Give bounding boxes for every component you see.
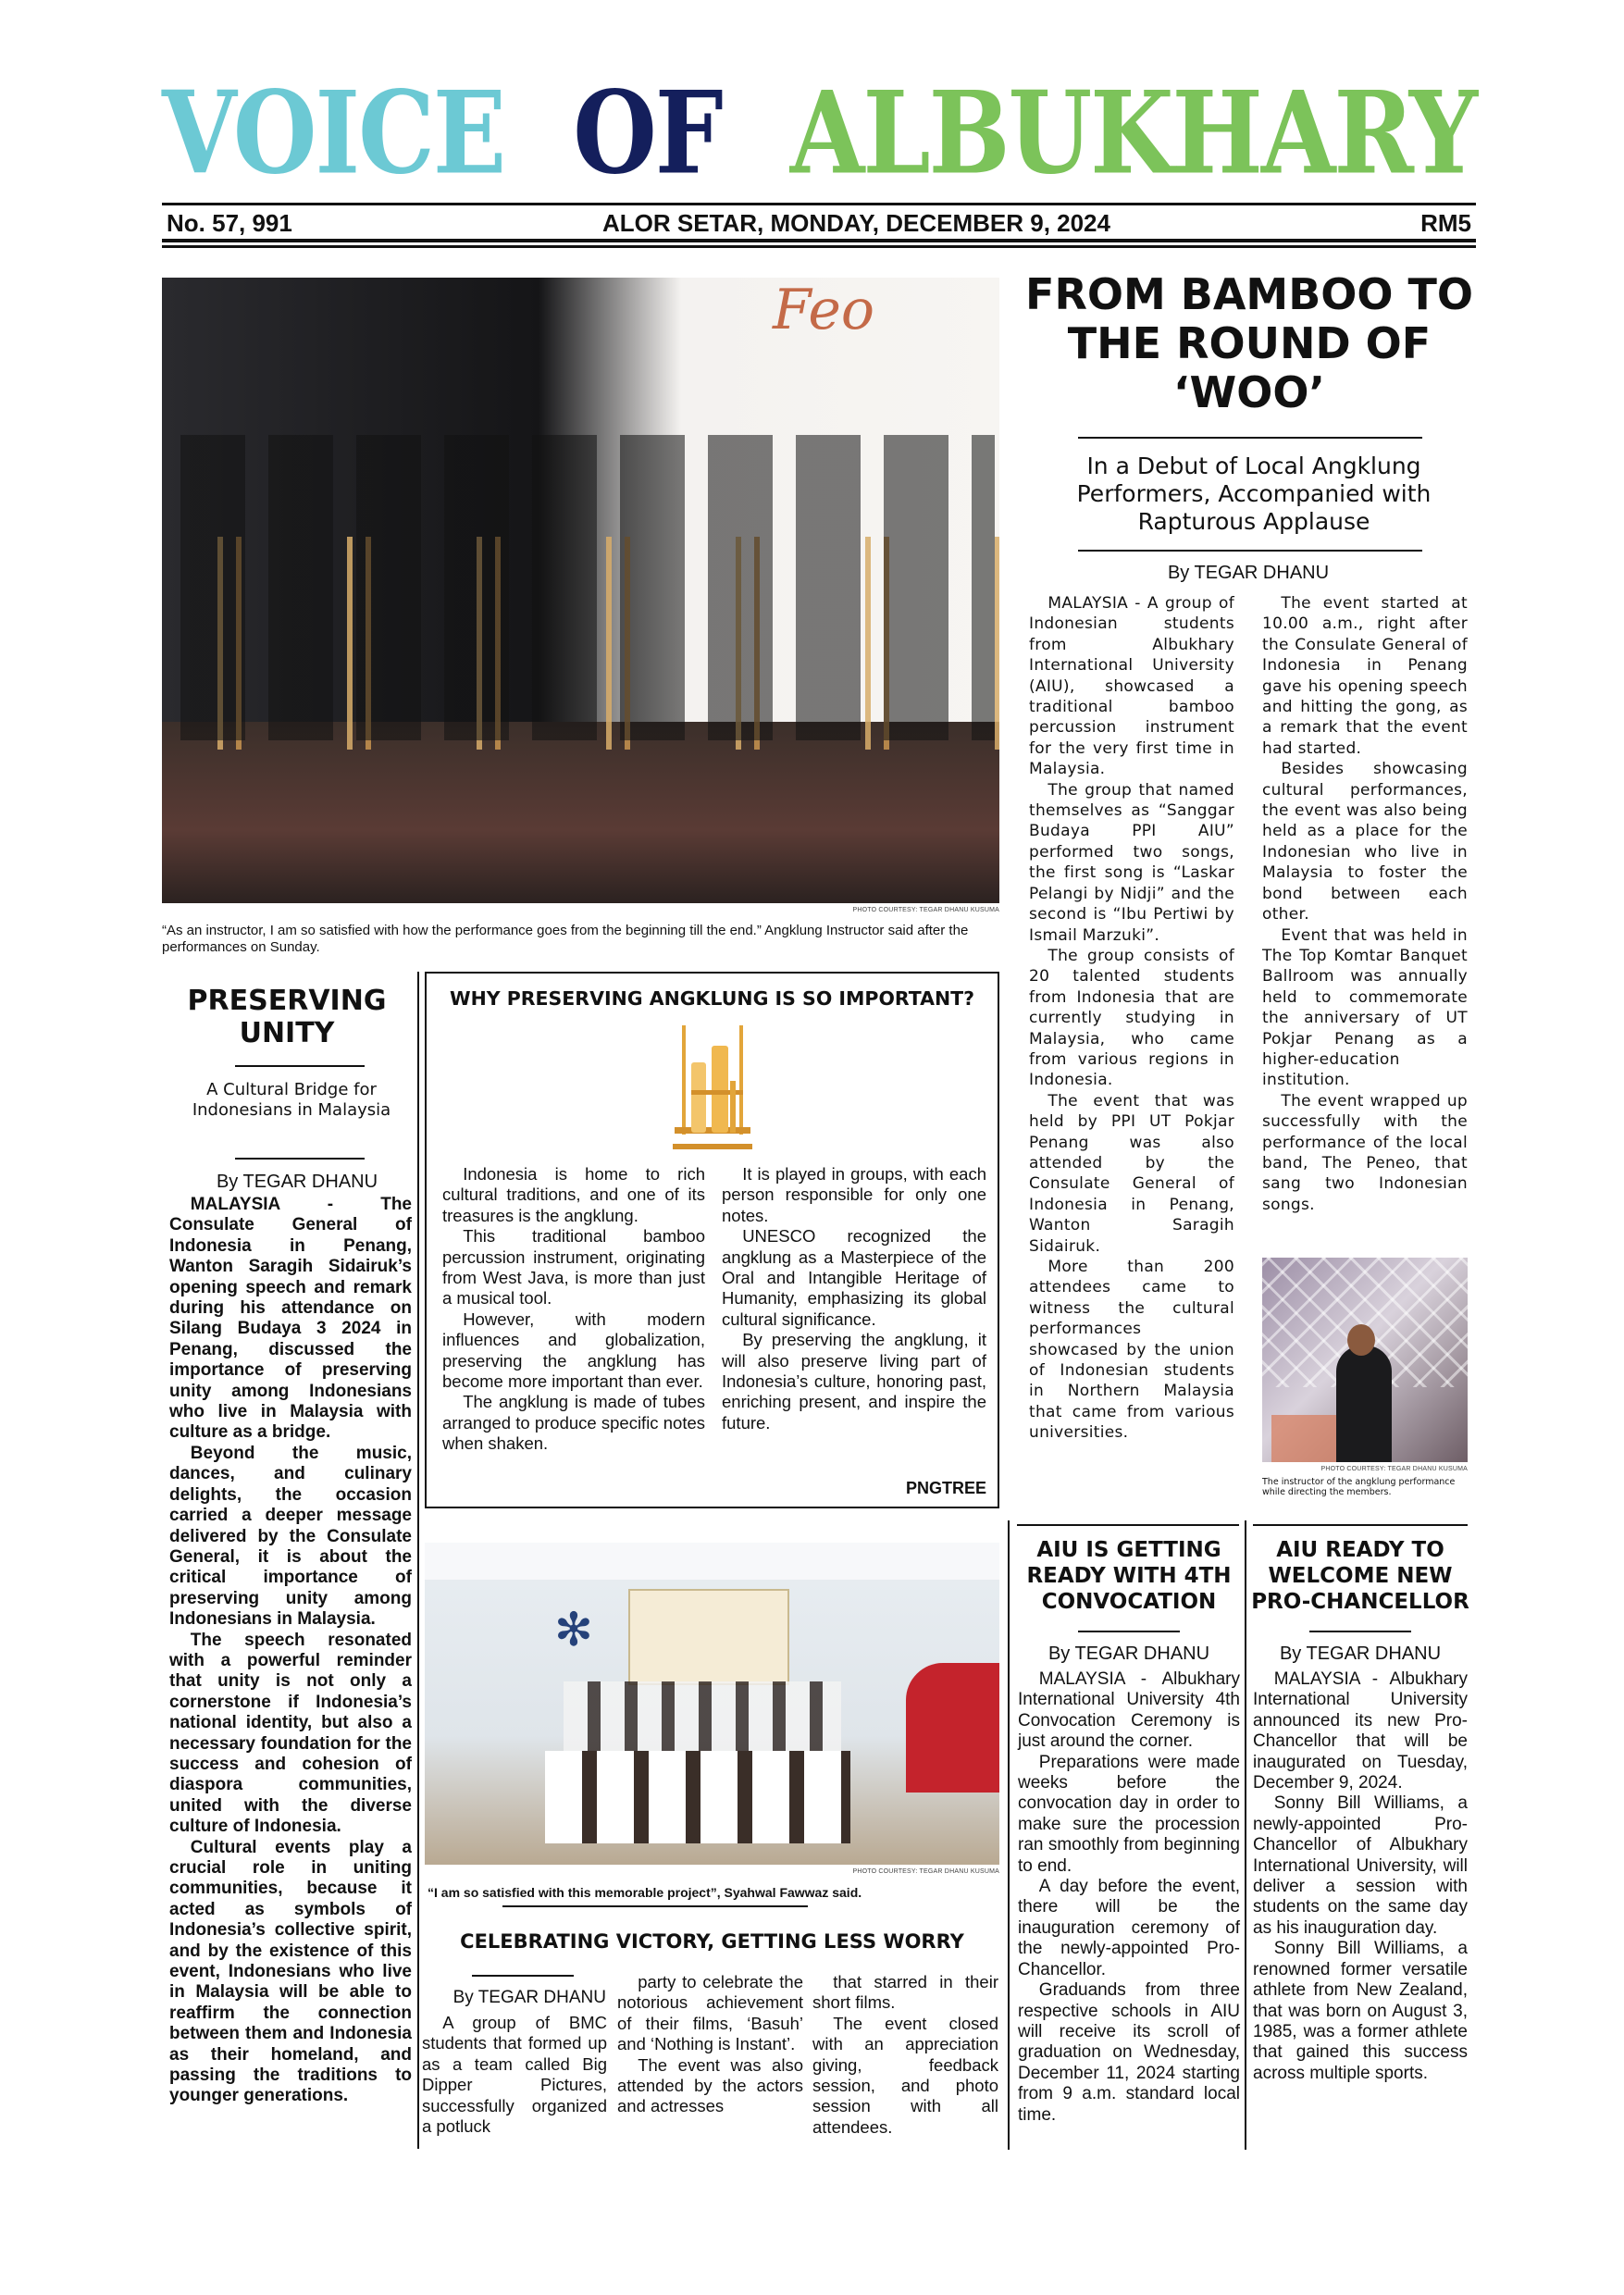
divider <box>1017 1524 1239 1526</box>
main-headline: FROM BAMBOO TO THE ROUND OF ‘WOO’ <box>1025 269 1473 417</box>
paragraph: The event started at 10.00 a.m., right after the Consulate General of Indonesia in Penang gave his opening speech and hitting the gong, as a remark that the event had started. <box>1262 594 1468 758</box>
victory-col3 <box>812 1972 998 2138</box>
paragraph: The event was also attended by the actors and actresses <box>617 2054 803 2116</box>
paragraph: Sonny Bill Williams, a newly-appointed Pro-Chancellor of Albukhary International University, will deliver a session with students on the same day as his inauguration day. <box>1253 1793 1468 1938</box>
paragraph: It is played in groups, with each person responsible for only one notes. <box>722 1164 986 1225</box>
paragraph: The event that was held by PPI UT Pokjar Penang was also attended by the Consulate General of Indonesia in Penang, Wanton Saragih Sidairuk. <box>1029 1091 1234 1256</box>
unity-subheadline: A Cultural Bridge for Indonesians in Malaysia <box>192 1080 391 1120</box>
victory-byline: By TEGAR DHANU <box>452 1988 606 2007</box>
photo-credit: PHOTO COURTESY: TEGAR DHANU KUSUMA <box>852 1868 999 1875</box>
paragraph: The event wrapped up successfully with the performance of the local band, The Peneo, that sang two Indonesian songs. <box>1262 1091 1468 1214</box>
paragraph: Besides showcasing cultural performances, the event was also being held as a place for the Indonesian who live in Malaysia to foster the bond between each other. <box>1262 760 1468 924</box>
paragraph: Cultural events play a crucial role in uniting communities, because it acted as symbols of Indonesia’s collective spirit, and by the existence of this event, Indonesians who live in Malaysia will be able to reaffirm the connection between them and Indonesia as their homeland, and passing the traditions to younger generations. <box>169 1837 412 2106</box>
photo-credit: PHOTO COURTESY: TEGAR DHANU KUSUMA <box>852 907 999 913</box>
divider <box>472 1975 574 1977</box>
column-divider <box>1245 1520 1246 2150</box>
paragraph: A day before the event, there will be the inauguration ceremony of the newly-appointed Pro-Chancellor. <box>1018 1877 1240 1979</box>
paragraph: Event that was held in The Top Komtar Banquet Ballroom was annually held to commemorate the anniversary of UT Pokjar Penang as a higher-education institution. <box>1262 925 1468 1090</box>
angklung-box-headline: WHY PRESERVING ANGKLUNG IS SO IMPORTANT? <box>449 987 975 1010</box>
paragraph: Preparations were made weeks before the convocation day in order to make sure the procession ran smoothly from beginning to end. <box>1018 1752 1240 1876</box>
issue-number: No. 57, 991 <box>167 209 292 237</box>
divider <box>162 203 1476 205</box>
chancellor-byline: By TEGAR DHANU <box>1279 1644 1442 1664</box>
paragraph: More than 200 attendees came to witness the cultural performances showcased by the union of Indonesian students in Northern Malaysia that came from various universities. <box>1029 1258 1234 1443</box>
angklung-box-col1 <box>442 1164 705 1455</box>
angklung-box-col2 <box>722 1164 986 1433</box>
paragraph: This traditional bamboo percussion instrument, originating from West Java, is more than just a musical tool. <box>442 1226 705 1309</box>
paragraph: The speech resonated with a powerful reminder that unity is not only a cornerstone if Indonesia’s national identity, but also a necessary foundation for the success and cohesion of diaspora communities, united with the diverse culture of Indonesia. <box>169 1630 412 1837</box>
divider <box>1078 550 1422 552</box>
paragraph: MALAYSIA - The Consulate General of Indonesia in Penang, Wanton Saragih Sidairuk’s opening speech and remark during his attendance on Silang Budaya 3 2024 in Penang, discussed the importance of preserving unity among Indonesians who live in Malaysia with culture as a bridge. <box>169 1195 412 1443</box>
unity-article-body <box>169 1195 412 2107</box>
place-date: ALOR SETAR, MONDAY, DECEMBER 9, 2024 <box>601 209 1110 237</box>
paragraph: MALAYSIA - Albukhary International University 4th Convocation Ceremony is just around the corner. <box>1018 1669 1240 1752</box>
divider <box>235 1065 365 1067</box>
column-divider <box>417 972 419 2149</box>
masthead-voice: VOICE <box>162 65 505 200</box>
paragraph: A group of BMC students that formed up as a team called Big Dipper Pictures, successfully organized a potluck <box>422 2013 607 2137</box>
group-photo: ✻ <box>425 1543 999 1865</box>
angklung-icon <box>671 1025 754 1151</box>
masthead <box>162 61 1476 203</box>
paragraph: The angklung is made of tubes arranged to produce specific notes when shaken. <box>442 1392 705 1454</box>
divider <box>502 1905 808 1907</box>
paragraph: By preserving the angklung, it will also preserve living part of Indonesia’s culture, honoring past, enriching present, and inspire the future. <box>722 1330 986 1433</box>
divider <box>1078 1631 1180 1632</box>
paragraph: The event closed with an appreciation giving, feedback session, and photo session with all attendees. <box>812 2013 998 2137</box>
column-divider <box>1008 1520 1010 2150</box>
masthead-albukhary: ALBUKHARY <box>789 65 1476 200</box>
divider <box>162 245 1476 248</box>
unity-headline: PRESERVING UNITY <box>187 985 387 1049</box>
photo-credit: PHOTO COURTESY: TEGAR DHANU KUSUMA <box>1320 1466 1468 1472</box>
convocation-headline: AIU IS GETTING READY WITH 4TH CONVOCATION <box>1026 1538 1232 1614</box>
instructor-photo <box>1262 1258 1468 1462</box>
chancellor-headline: AIU READY TO WELCOME NEW PRO-CHANCELLOR <box>1251 1538 1469 1614</box>
main-article-col1 <box>1029 593 1234 1444</box>
chancellor-body <box>1253 1669 1468 2084</box>
group-photo-caption: “I am so satisfied with this memorable project”, Syahwal Fawwaz said. <box>428 1885 862 1900</box>
convocation-byline: By TEGAR DHANU <box>1048 1644 1210 1664</box>
lead-photo-angklung-performance: Feo <box>162 278 999 903</box>
paragraph: However, with modern influences and globalization, preserving the angklung has become more important than ever. <box>442 1309 705 1392</box>
price: RM5 <box>1420 209 1471 237</box>
image-source: PNGTREE <box>905 1479 986 1497</box>
paragraph: MALAYSIA - Albukhary International University announced its new Pro-Chancellor that will be inaugurated on Tuesday, December 9, 2024. <box>1253 1669 1468 1793</box>
divider <box>1078 437 1422 439</box>
paragraph: Beyond the music, dances, and culinary delights, the occasion carried a deeper message delivered by the Consulate General, it is about the critical importance of preserving unity among Indonesians in Malaysia. <box>169 1443 412 1630</box>
masthead-of: OF <box>573 65 722 200</box>
main-article-col2 <box>1262 593 1468 1215</box>
paragraph: MALAYSIA - A group of Indonesian students from Albukhary International University (AIU), showcased a traditional bamboo percussion instrument for the very first time in Malaysia. <box>1029 594 1234 779</box>
paragraph: Indonesia is home to rich cultural traditions, and one of its treasures is the angklung. <box>442 1164 705 1225</box>
paragraph: party to celebrate the notorious achievement of their films, ‘Basuh’ and ‘Nothing is Instant’. <box>617 1972 803 2054</box>
victory-col1 <box>422 2013 607 2137</box>
paragraph: Sonny Bill Williams, a renowned former versatile athlete from New Zealand, that was born on August 3, 1985, was a former athlete that gained this success across multiple sports. <box>1253 1939 1468 2083</box>
divider <box>1253 1524 1468 1526</box>
unity-byline: By TEGAR DHANU <box>216 1172 378 1192</box>
paragraph: Graduands from three respective schools in AIU will receive its scroll of graduation on Wednesday, December 11, 2024 starting from 9 a.m. standard local time. <box>1018 1980 1240 2125</box>
divider <box>162 239 1476 242</box>
instructor-photo-caption: The instructor of the angklung performance while directing the members. <box>1262 1477 1456 1497</box>
paragraph: that starred in their short films. <box>812 1972 998 2013</box>
paragraph: The group that named themselves as “Sanggar Budaya PPI AIU” performed two songs, the first song is “Laskar Pelangi by Nidji” and the second is “Ibu Pertiwi by Ismail Marzuki”. <box>1029 780 1234 945</box>
lead-photo-caption: “As an instructor, I am so satisfied with how the performance goes from the beginning till the end.” Angklung Instructor said after the performances on Sunday. <box>162 923 969 955</box>
main-subheadline: In a Debut of Local Angklung Performers, Accompanied with Rapturous Applause <box>1076 453 1432 535</box>
paragraph: The group consists of 20 talented students from Indonesia that are currently studying in Malaysia, who came from various regions in Indonesia. <box>1029 946 1234 1090</box>
divider <box>235 1158 365 1160</box>
convocation-body <box>1018 1669 1240 2126</box>
dateline <box>167 209 1471 238</box>
main-byline: By TEGAR DHANU <box>1167 563 1330 583</box>
victory-col2 <box>617 1972 803 2117</box>
divider <box>1309 1631 1411 1632</box>
victory-headline: CELEBRATING VICTORY, GETTING LESS WORRY <box>460 1930 964 1953</box>
paragraph: UNESCO recognized the angklung as a Masterpiece of the Oral and Intangible Heritage of Humanity, emphasizing its global cultural significance. <box>722 1226 986 1329</box>
